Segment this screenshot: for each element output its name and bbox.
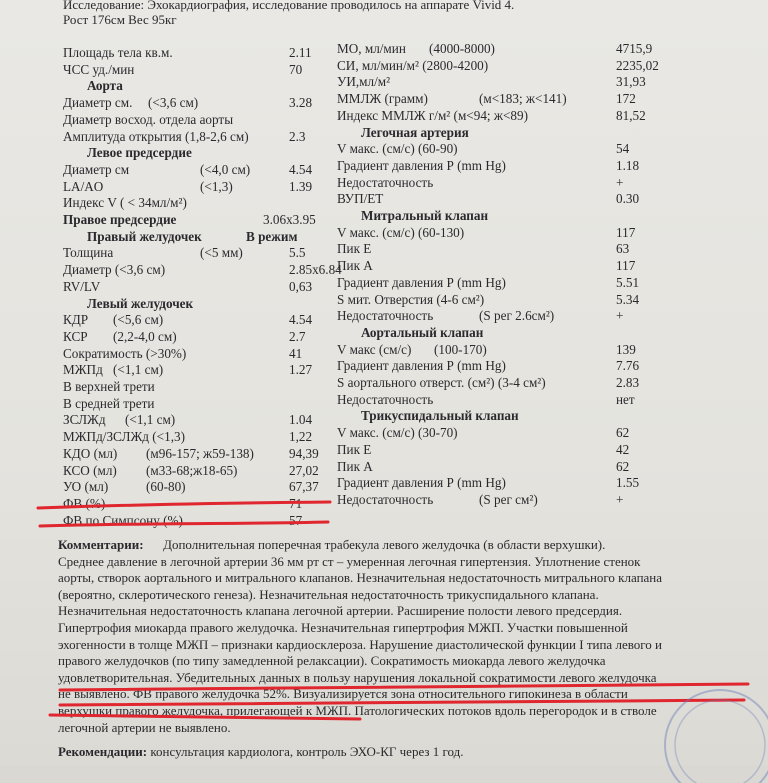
left-measure-row [63,94,333,111]
left-measure-label: КДО (мл) [63,445,118,461]
right-measure-range: (м<183; ж<141) [479,91,567,107]
right-measure-label: Недостаточность [337,308,434,324]
left-measure-value: 94,39 [289,445,319,461]
left-measure-value: 2.85x6.84 [289,262,342,278]
comment-line: легочной артерии не выявлено. [58,719,231,735]
right-measure-row [337,391,757,408]
comment-line: не выявлено. ФВ правого желудочка 52%. Визуализируется зона относительного гипокинеза в области [58,686,628,702]
left-measure-row [63,261,342,278]
left-measure-value: 41 [289,345,303,361]
left-measure-value: 3.28 [289,95,313,111]
comment-text: Дополнительная поперечная трабекула левого желудочка (в области верхушки). [143,537,606,552]
left-measure-value: 2.11 [289,45,312,60]
left-measure-label: Аорта [87,78,123,94]
left-measure-range: (<5 мм) [200,245,243,261]
right-measure-value: 139 [616,341,636,357]
left-measure-value: 2.3 [289,128,306,144]
left-measure-row [63,77,333,94]
left-measure-label: RV/LV [63,278,101,294]
left-measure-range: (<5,6 см) [113,312,164,328]
left-measure-range: В режим [246,228,298,244]
right-measure-row [337,474,757,491]
recommendations-line [58,744,464,760]
right-measure-row [337,40,757,57]
right-measure-value: + [616,174,624,190]
right-measure-row [337,90,757,107]
left-measure-label: ФВ (%) [63,495,106,511]
right-measure-label: Градиент давления Р (mm Hg) [337,157,506,173]
right-measure-label: V макс. (см/с) (60-130) [337,224,465,240]
right-measure-label: Градиент давления Р (mm Hg) [337,358,506,374]
left-measure-row [63,111,333,128]
left-measure-value: 1.27 [289,362,313,378]
comment-line [58,536,605,554]
left-measure-label: МЖПд/ЗСЛЖд (<1,3) [63,429,185,445]
left-measure-label: УО (мл) [63,479,109,495]
left-measure-label: ЗСЛЖд [63,412,106,428]
left-measure-label: Диаметр (<3,6 см) [63,262,166,278]
left-measure-value: 1.04 [289,412,313,428]
right-measure-label: Недостаточность [337,491,434,507]
left-measure-value: 70 [289,61,303,77]
left-measure-value: 0,63 [289,278,313,294]
left-measure-row [63,512,333,529]
right-measure-label: V макс (см/с) [337,341,412,357]
right-measure-row [337,174,757,191]
right-measure-label: Градиент давления Р (mm Hg) [337,475,506,491]
left-measure-row [63,361,333,378]
right-measure-range: (100-170) [434,341,487,357]
right-measure-row [337,341,757,358]
right-measure-value: 54 [616,141,630,157]
left-measure-row [63,161,333,178]
left-measure-label: Индекс V ( < 34мл/м²) [63,195,187,211]
right-measure-value: 42 [616,441,630,457]
left-measure-value: 2.7 [289,328,306,344]
right-measure-label: Градиент давления Р (mm Hg) [337,274,506,290]
right-measure-row [337,107,757,124]
left-measure-row [63,345,333,362]
left-measure-label: ЧСС уд./мин [63,61,135,77]
right-measure-row [337,157,757,174]
left-measure-row [63,178,333,195]
left-measure-value: 71 [289,495,303,511]
comment-line: Незначительная недостаточность клапана легочной артерии. Расширение полости левого предсердия. [58,603,623,619]
left-measure-label: Амплитуда открытия (1,8-2,6 см) [63,128,249,144]
right-measure-value: + [616,308,624,324]
right-measure-label: Пик E [337,241,372,257]
left-measure-range: (м33-68;ж18-65) [146,462,238,478]
left-measure-label: КСО (мл) [63,462,117,478]
right-measure-label: Митральный клапан [361,208,489,223]
right-measure-label: S аортального отверст. (см²) (3-4 см²) [337,375,546,390]
right-measure-label: V макс. (см/с) (30-70) [337,425,458,441]
right-measure-value: 81,52 [616,107,646,123]
left-measure-range: (<1,1 см) [113,362,164,378]
right-measure-row [337,207,757,224]
right-measure-label: Пик E [337,441,372,457]
left-measure-row [63,144,333,161]
left-measure-label: Диаметр восход. отдела аорты [63,111,234,127]
left-measure-row [63,211,333,228]
right-measure-label: S мит. Отверстия (4-6 см²) [337,291,485,307]
right-measure-range: (S рег см²) [479,491,538,507]
recommendations-text: консультация кардиолога, контроль ЭХО-КГ через 1 год. [150,744,464,759]
right-measure-label: Недостаточность [337,391,434,407]
right-measure-label: Трикуспидальный клапан [361,408,519,424]
right-measure-row [337,190,757,207]
left-measure-label: LA/AO [63,178,104,194]
comment-line: аорты, створок аортального и митрального клапанов. Незначительная недостаточность митрального клапана [58,570,663,586]
comments-label: Комментарии: [58,537,144,552]
left-measure-label: Левое предсердие [87,145,192,161]
left-measure-label: Правый желудочек [87,228,202,244]
left-measure-row [63,495,333,512]
comment-line: Гипертрофия миокарда правого желудочка. Незначительная гипертрофия МЖП. Участки повышенной [58,620,628,635]
right-measure-row [337,441,757,458]
right-measure-row [337,291,757,308]
left-measure-row [63,478,333,495]
right-measure-row [337,57,757,74]
left-measure-value: 3.06x3.95 [263,212,316,227]
right-measure-row [337,257,757,274]
right-measure-range: (S рег 2.6см²) [479,308,555,324]
right-measure-row [337,374,757,391]
right-measure-value: 1.18 [616,157,640,173]
clinic-stamp [650,673,768,783]
left-measure-value: 4.54 [289,312,313,328]
right-measure-value: 2235,02 [616,57,659,73]
left-measure-label: Правое предсердие [63,212,177,227]
left-measure-label: КДР [63,312,89,328]
right-measure-range: (4000-8000) [429,41,495,56]
study-header: Исследование: Эхокардиография, исследование проводилось на аппарате Vivid 4. [63,0,515,12]
left-measure-label: В верхней трети [63,379,155,394]
left-measure-row [63,244,333,261]
right-measure-label: Недостаточность [337,174,434,190]
right-measure-row [337,124,757,141]
left-measure-label: Толщина [63,245,114,261]
left-measure-value: 67,37 [289,479,319,495]
right-measure-row [337,224,757,241]
left-measure-value: 1.39 [289,178,313,194]
left-measure-range: (<1,3) [200,178,233,194]
right-measure-value: 5.51 [616,274,640,290]
right-measure-label: УИ,мл/м² [337,74,391,90]
left-measure-row [63,462,333,479]
left-measure-range: (60-80) [146,479,186,495]
left-measure-row [63,228,333,245]
right-measure-value: 31,93 [616,74,646,90]
left-measure-row [63,278,333,295]
left-measure-range: (<1,1 см) [125,412,176,428]
left-measure-row [63,445,333,462]
right-measure-value: 63 [616,241,630,257]
right-measure-value: 2.83 [616,375,640,390]
right-measure-row [337,274,757,291]
right-measure-row [337,73,757,90]
right-measure-value: 4715,9 [616,41,653,56]
comment-line: удовлетворительная. Убедительных данных в пользу нарушения локальной сократимости левого желудочка [58,669,657,685]
comment-line: верхушки правого желудочка, прилегающей к МЖП. Патологических потоков вдоль перегородок и в стволе [58,703,657,718]
left-measure-label: Диаметр см [63,161,130,177]
left-measure-label: МЖПд [63,362,103,378]
right-measure-row [337,424,757,441]
comment-line: правого желудочков (по типу замедленной релаксации). Сократимость миокарда левого желудочка [58,653,606,669]
left-measure-value: 27,02 [289,462,319,478]
left-measure-row [63,311,333,328]
right-measure-row [337,458,757,475]
right-measure-value: 1.55 [616,475,640,491]
left-measure-value: 57 [289,512,303,528]
height-weight-line: Рост 176см Вес 95кг [63,12,177,27]
right-measure-label: ВУП/ЕТ [337,191,384,207]
right-measure-row [337,407,757,424]
left-measure-row [63,44,333,61]
comment-line: Среднее давление в легочной артерии 36 мм рт ст – умеренная легочная гипертензия. Уплотнение стенок [58,553,641,569]
left-measure-label: Сократимость (>30%) [63,345,187,361]
left-measure-row [63,61,333,78]
left-measure-range: (2,2-4,0 см) [113,328,177,344]
right-measure-label: Пик А [337,458,373,474]
left-measure-label: В средней трети [63,395,155,411]
left-measure-row [63,411,333,428]
right-measure-value: нет [616,391,635,407]
left-measure-range: (<3,6 см) [148,95,199,111]
left-measure-range: (<4,0 см) [200,161,251,177]
right-measure-row [337,491,757,508]
right-measure-row [337,307,757,324]
left-measure-row [63,194,333,211]
right-measure-label: V макс. (см/с) (60-90) [337,141,458,157]
recommendations-label: Рекомендации: [58,744,148,759]
right-measure-value: 117 [616,258,636,274]
left-measure-value: 1,22 [289,429,313,445]
left-measure-row [63,328,333,345]
right-measure-value: 172 [616,91,636,107]
right-measure-label: ММЛЖ (грамм) [337,91,428,107]
left-measure-row [63,295,333,312]
left-measure-label: Диаметр см. [63,95,133,111]
left-measure-label: Площадь тела кв.м. [63,45,173,60]
right-measure-label: Аортальный клапан [361,324,484,340]
right-measure-row [337,240,757,257]
right-measure-row [337,324,757,341]
left-measure-range: (м96-157; ж59-138) [146,445,254,461]
right-measure-value: + [616,491,624,507]
left-measure-row [63,378,333,395]
right-measure-label: СИ, мл/мин/м² (2800-4200) [337,57,489,73]
left-measure-row [63,428,333,445]
comment-line: (вероятно, склеротического генеза). Незначительная недостаточность трикуспидального клапана. [58,586,599,602]
right-measure-label: Легочная артерия [361,124,469,140]
left-measure-row [63,395,333,412]
left-measure-label: КСР [63,328,88,344]
right-measure-value: 62 [616,458,630,474]
right-measure-label: МО, мл/мин [337,41,406,56]
right-measure-value: 117 [616,224,636,240]
left-measure-label: ФВ по Симпсону (%) [63,512,183,528]
right-measure-value: 0.30 [616,191,640,207]
right-measure-value: 62 [616,425,630,441]
right-measure-label: Индекс ММЛЖ г/м² (м<94; ж<89) [337,107,528,123]
right-measure-value: 5.34 [616,291,640,307]
comment-line: эхогенности в толще МЖП – признаки кардиосклероза. Нарушение диастолической функции I типа левого и [58,636,662,652]
left-measure-value: 4.54 [289,161,313,177]
right-measure-value: 7.76 [616,358,640,374]
right-measure-row [337,140,757,157]
left-measure-row [63,128,333,145]
right-measure-label: Пик А [337,258,373,274]
right-measure-row [337,357,757,374]
left-measure-value: 5.5 [289,245,306,261]
left-measure-label: Левый желудочек [87,295,194,311]
